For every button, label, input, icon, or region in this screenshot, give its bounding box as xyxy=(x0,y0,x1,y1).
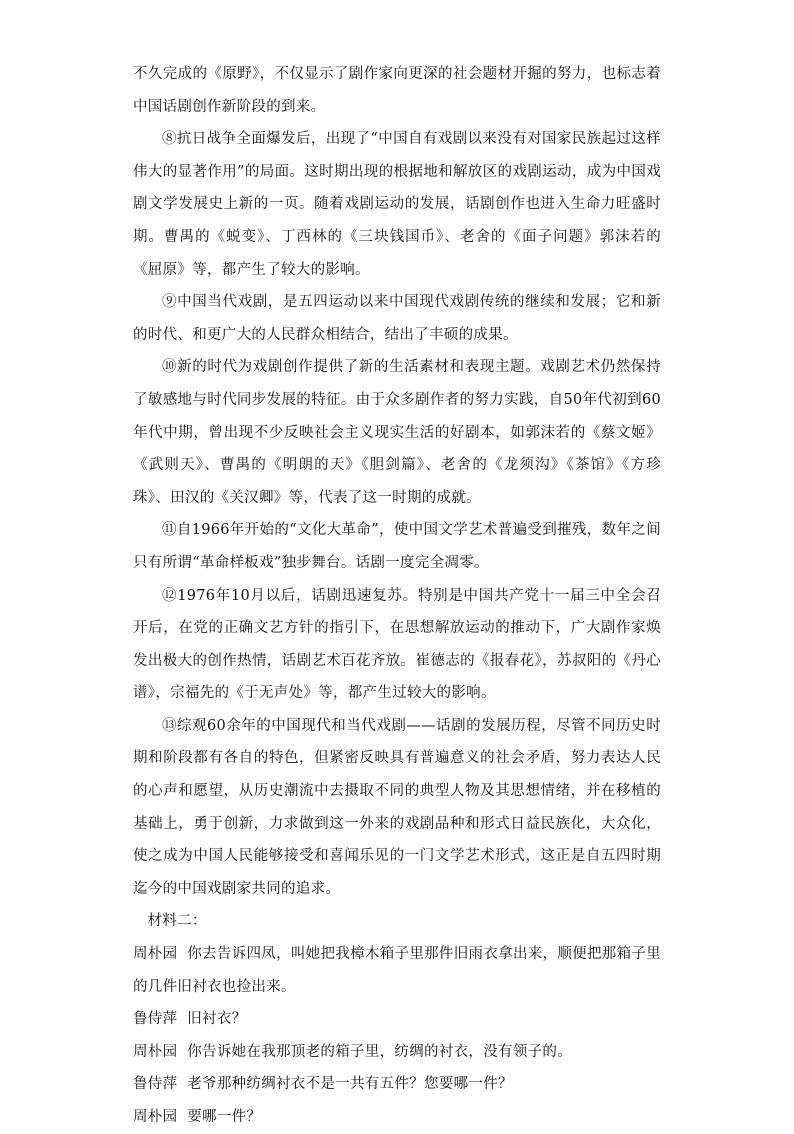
dialogue-line xyxy=(133,938,661,1003)
dialogue-line xyxy=(133,1101,661,1134)
speaker-name: 周朴园 xyxy=(133,1109,178,1125)
dialogue-line xyxy=(133,1003,661,1036)
paragraph-10: ⑩新的时代为戏剧创作提供了新的生活素材和表现主题。戏剧艺术仍然保持了敏感地与时代同步发展的特征。由于众多剧作者的努力实践，自50年代初到60年代中期，曾出现不少反映社会主义现实生活的好剧本，如郭沫若的《蔡文姬》《武则天》、曹禺的《明朗的天》《胆剑篇》、老舍的《龙须沟》《茶馆》《方珍珠》、田汉的《关汉卿》等，代表了这一时期的成就。 xyxy=(133,359,661,506)
dialogue-text: 老爷那种纺绸衬衣不是一共有五件？您要哪一件？ xyxy=(187,1076,513,1093)
dialogue-text: 你告诉她在我那顶老的箱子里，纺绸的衬衣，没有领子的。 xyxy=(187,1043,573,1060)
document-page xyxy=(133,58,661,1134)
dialogue-line xyxy=(133,1068,661,1101)
speaker-name: 周朴园 xyxy=(133,1043,178,1060)
material-label: 材料二： xyxy=(147,913,207,930)
paragraph-continuation: 不久完成的《原野》，不仅显示了剧作家向更深的社会题材开掘的努力，也标志着中国话剧创作新阶段的到来。 xyxy=(133,66,661,115)
speaker-name: 鲁侍萍 xyxy=(133,1076,178,1093)
speaker-name: 鲁侍萍 xyxy=(133,1011,178,1028)
paragraph-9: ⑨中国当代戏剧，是五四运动以来中国现代戏剧传统的继续和发展；它和新的时代、和更广大的人民群众相结合，结出了丰硕的成果。 xyxy=(133,294,661,343)
dialogue-text: 你去告诉四凤，叫她把我樟木箱子里那件旧雨衣拿出来，顺便把那箱子里的几件旧衬衣也捡出来。 xyxy=(133,946,661,995)
speaker-name: 周朴园 xyxy=(133,946,178,963)
dialogue-line xyxy=(133,1036,661,1069)
paragraph-8: ⑧抗日战争全面爆发后，出现了“中国自有戏剧以来没有对国家民族起过这样伟大的显著作用”的局面。这时期出现的根据地和解放区的戏剧运动，成为中国戏剧文学发展史上新的一页。随着戏剧运动的发展，话剧创作也进入生命力旺盛时期。曹禺的《蜕变》、丁西林的《三块钱国币》、老舍的《面子问题》郭沫若的《屈原》等，都产生了较大的影响。 xyxy=(133,131,661,278)
paragraph-12: ⑫1976年10月以后，话剧迅速复苏。特别是中国共产党十一届三中全会召开后，在党的正确文艺方针的指引下，在思想解放运动的推动下，广大剧作家焕发出极大的创作热情，话剧艺术百花齐放。崔德志的《报春花》，苏叔阳的《丹心谱》，宗福先的《于无声处》等，都产生过较大的影响。 xyxy=(133,587,661,702)
paragraph-11: ⑪自1966年开始的“文化大革命”，使中国文学艺术普遍受到摧残，数年之间只有所谓“革命样板戏”独步舞台。话剧一度完全凋零。 xyxy=(133,522,661,571)
dialogue-text: 旧衬衣？ xyxy=(187,1011,247,1028)
paragraph-13: ⑬综观60余年的中国现代和当代戏剧——话剧的发展历程，尽管不同历史时期和阶段都有各自的特色，但紧密反映具有普遍意义的社会矛盾，努力表达人民的心声和愿望，从历史潮流中去摄取不同的典型人物及其思想情绪，并在移植的基础上，勇于创新，力求做到这一外来的戏剧品种和形式日益民族化，大众化，使之成为中国人民能够接受和喜闻乐见的一门文学艺术形式，这正是自五四时期迄今的中国戏剧家共同的追求。 xyxy=(133,717,661,897)
dialogue-text: 要哪一件？ xyxy=(187,1109,262,1125)
